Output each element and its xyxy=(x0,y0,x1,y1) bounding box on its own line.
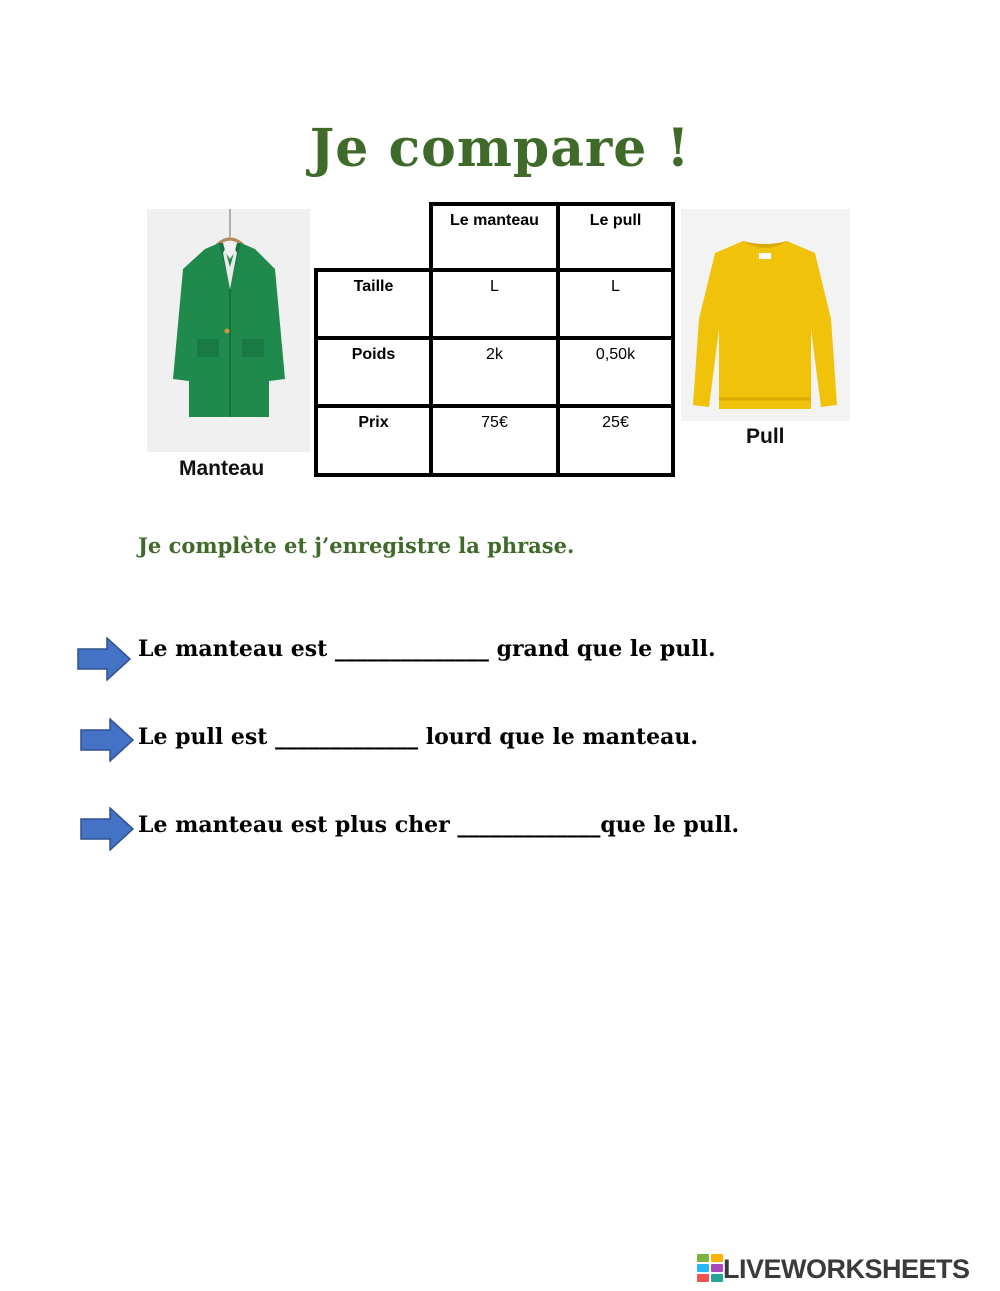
header-manteau: Le manteau xyxy=(429,202,560,272)
page-title: Je compare ! xyxy=(309,118,691,179)
sentence-1: Le manteau est ______________ grand que le pull. xyxy=(138,636,716,662)
cell-taille-pull: L xyxy=(556,268,675,340)
cell-poids-manteau: 2k xyxy=(429,336,560,408)
instruction-text: Je complète et j’enregistre la phrase. xyxy=(138,533,575,558)
logo-text: LIVEWORKSHEETS xyxy=(723,1253,970,1284)
row-label-poids: Poids xyxy=(314,336,433,408)
row-label-taille: Taille xyxy=(314,268,433,340)
cell-prix-manteau: 75€ xyxy=(429,404,560,477)
cell-prix-pull: 25€ xyxy=(556,404,675,477)
sweater-image xyxy=(681,209,850,421)
cell-taille-manteau: L xyxy=(429,268,560,340)
sentence-3: Le manteau est plus cher _____________que le pull. xyxy=(138,812,740,838)
pull-caption: Pull xyxy=(746,425,785,448)
cell-poids-pull: 0,50k xyxy=(556,336,675,408)
arrow-right-icon xyxy=(80,718,134,762)
arrow-right-icon xyxy=(77,637,131,681)
liveworksheets-logo-icon xyxy=(697,1254,723,1284)
coat-caption: Manteau xyxy=(179,457,265,480)
liveworksheets-logo xyxy=(697,1253,970,1285)
arrow-right-icon xyxy=(80,807,134,851)
row-label-prix: Prix xyxy=(314,404,433,477)
coat-image xyxy=(147,209,310,452)
sentence-2: Le pull est _____________ lourd que le manteau. xyxy=(138,724,699,750)
header-pull: Le pull xyxy=(556,202,675,272)
